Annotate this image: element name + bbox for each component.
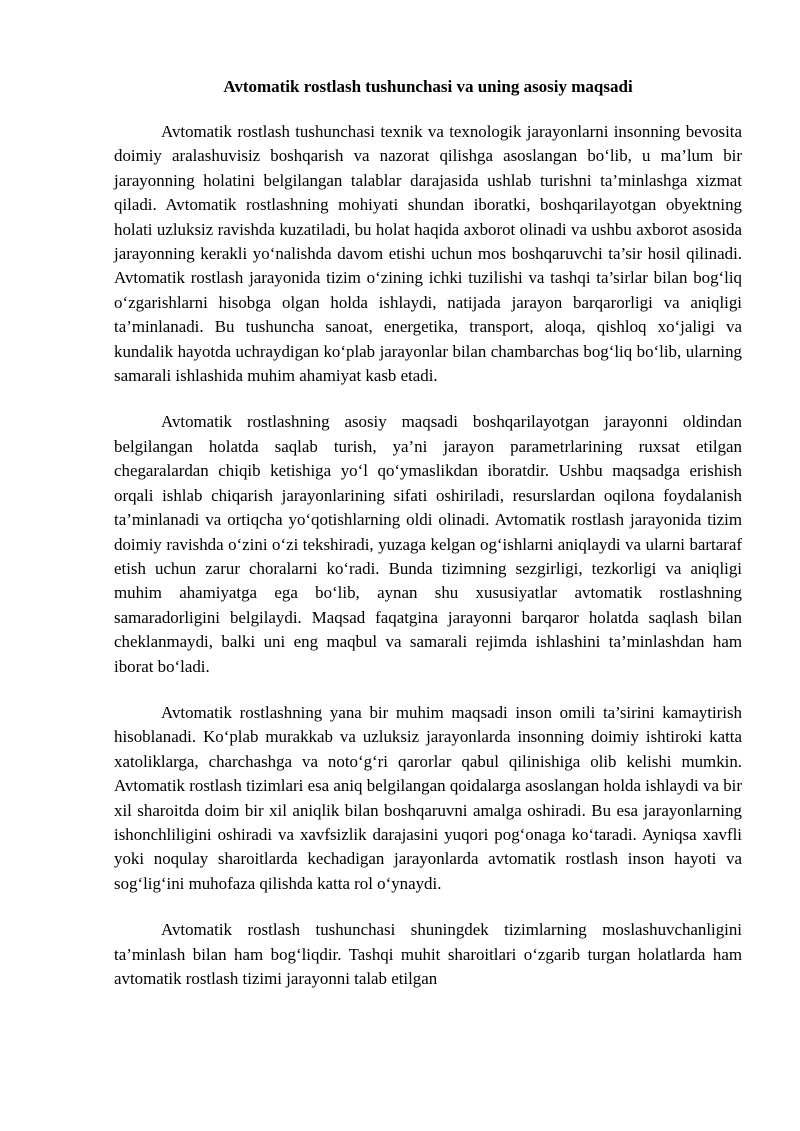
paragraph-definition: Avtomatik rostlash tushunchasi texnik va texnologik jarayonlarni insonning bevosita doimiy aralashuvisiz boshqarish va nazorat qilishga asoslangan bo‘lib, u ma’lum bir jarayonning holatini belgilangan talablar darajasida ushlab turishni ta’minlashga xizmat qiladi. Avtomatik rostlashning mohiyati shundan iboratki, boshqarilayotgan obyektning holati uzluksiz ravishda kuzatiladi, bu holat haqida axborot olinadi va ushbu axborot asosida jarayonning kerakli yo‘nalishda davom etishi uchun mos boshqaruvchi ta’sir hosil qilinadi. Avtomatik rostlash jarayonida tizim o‘zining ichki tuzilishi va tashqi ta’sirlar bilan bog‘liq o‘zgarishlarni hisobga olgan holda ishlaydi, natijada jarayon barqarorligi va aniqligi ta’minlanadi. Bu tushuncha sanoat, energetika, transport, aloqa, qishloq xo‘jaligi va kundalik hayotda uchraydigan ko‘plab jarayonlar bilan chambarchas bog‘liq bo‘lib, ularning samarali ishlashida muhim ahamiyat kasb etadi. — [114, 122, 742, 386]
document-body — [114, 120, 742, 991]
paragraph-adaptability: Avtomatik rostlash tushunchasi shuningdek tizimlarning moslashuvchanligini ta’minlash bilan ham bog‘liqdir. Tashqi muhit sharoitlari o‘zgarib turgan holatlarda ham avtomatik rostlash tizimi jarayonni talab etilgan — [114, 920, 742, 988]
document-title: Avtomatik rostlash tushunchasi va uning asosiy maqsadi — [223, 77, 633, 96]
paragraph-main-goal: Avtomatik rostlashning asosiy maqsadi boshqarilayotgan jarayonni oldindan belgilangan holatda saqlab turish, ya’ni jarayon parametrlarining ruxsat etilgan chegaralardan chiqib ketishiga yo‘l qo‘ymaslikdan iboratdir. Ushbu maqsadga erishish orqali ishlab chiqarish jarayonlarining sifati oshiriladi, resurslardan oqilona foydalanish ta’minlanadi va ortiqcha yo‘qotishlarning oldi olinadi. Avtomatik rostlash jarayonida tizim doimiy ravishda o‘zini o‘zi tekshiradi, yuzaga kelgan og‘ishlarni aniqlaydi va ularni bartaraf etish uchun zarur choralarni ko‘radi. Bunda tizimning sezgirligi, tezkorligi va aniqligi muhim ahamiyatga ega bo‘lib, aynan shu xususiyatlar avtomatik rostlashning samaradorligini belgilaydi. Maqsad faqatgina jarayonni barqaror holatda saqlash bilan cheklanmaydi, balki uni eng maqbul va samarali rejimda ishlashini ta’minlashdan ham iborat bo‘ladi. — [114, 412, 742, 676]
paragraph-human-factor: Avtomatik rostlashning yana bir muhim maqsadi inson omili ta’sirini kamaytirish hisoblanadi. Ko‘plab murakkab va uzluksiz jarayonlarda insonning doimiy ishtiroki katta xatoliklarga, charchashga va noto‘g‘ri qarorlar qabul qilinishiga olib kelishi mumkin. Avtomatik rostlash tizimlari esa aniq belgilangan qoidalarga asoslangan holda ishlaydi va bir xil sharoitda doim bir xil aniqlik bilan boshqaruvni amalga oshiradi. Bu esa jarayonlarning ishonchliligini oshiradi va xavfsizlik darajasini yuqori pog‘onaga ko‘taradi. Ayniqsa xavfli yoki noqulay sharoitlarda kechadigan jarayonlarda avtomatik rostlash inson hayoti va sog‘lig‘ini muhofaza qilishda katta rol o‘ynaydi. — [114, 702, 742, 893]
